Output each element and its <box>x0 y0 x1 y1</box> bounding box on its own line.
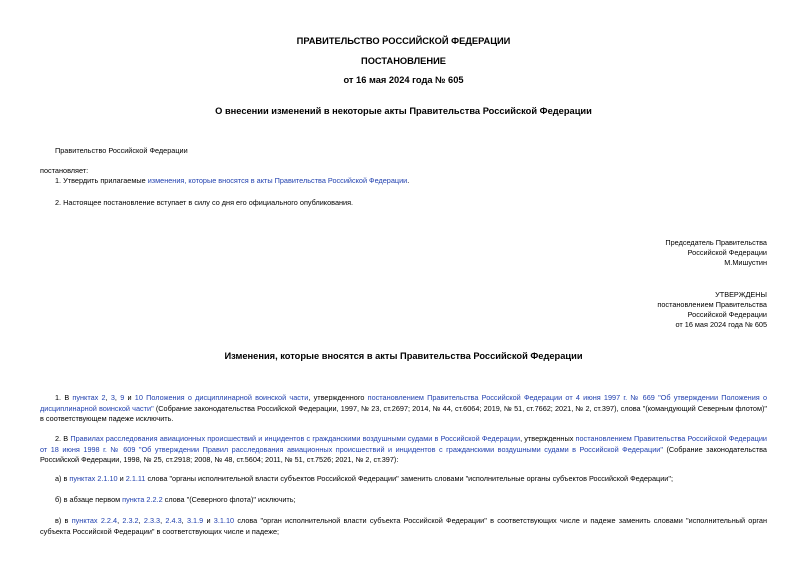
item-text: 1. В <box>55 393 73 402</box>
clause-1 <box>55 176 409 186</box>
link-3-1-9[interactable]: 3.1.9 <box>186 516 204 525</box>
item-text: , <box>181 516 187 525</box>
item-text: , <box>114 393 121 402</box>
government-name: ПРАВИТЕЛЬСТВО РОССИЙСКОЙ ФЕДЕРАЦИИ <box>296 36 511 46</box>
clause-1-text: 1. Утвердить прилагаемые <box>55 176 148 185</box>
link-investigation-rules[interactable]: Правилах расследования авиационных происшествий и инцидентов с гражданскими воздушными судами в Российской Федерации <box>70 434 521 443</box>
link-3-1-10[interactable]: 3.1.10 <box>213 516 235 525</box>
item-text: , <box>160 516 166 525</box>
item-text: в) в <box>55 516 72 525</box>
signature-name: М.Мишустин <box>724 258 767 267</box>
item-text: слова "орган исполнительной власти субъекта Российской Федерации" в соответствующих числе и падеже заменить словами "исполнительный орган субъекта Российской Федерации" в соответствующих числе и падеже; <box>40 516 768 536</box>
link-resolution-609[interactable]: постановлением Правительства Российской Федерации от 18 июня 1998 г. № 609 "Об утверждении Правил расследования авиационных происшествий и инцидентов с гражданскими воздушными судами в Российской Федерации" <box>40 434 767 454</box>
item-text: (Собрание законодательства Российской Федерации, 1997, № 23, ст.2697; 2014, № 44, ст.6064; 2019, № 51, ст.7662; 2021, № 2, ст.397), слова "(командующий Северным флотом)" в соответствующем падеже исключить. <box>40 403 767 423</box>
signature-country: Российской Федерации <box>687 248 767 257</box>
link-item-9[interactable]: 9 <box>120 393 125 402</box>
item-text: слова "(Северного флота)" исключить; <box>162 495 296 504</box>
link-item-10-regulation[interactable]: 10 Положения о дисциплинарной воинской части <box>134 393 309 402</box>
sub-item-c <box>40 516 767 537</box>
decides-text: постановляет: <box>40 166 89 175</box>
item-text: (Собрание законодательства Российской Федерации, 1998, № 25, ст.2918; 2008, № 48, ст.5604; 2011, № 51, ст.7526; 2021, № 2, ст.397): <box>40 444 767 464</box>
link-item-3[interactable]: 3 <box>110 393 115 402</box>
item-text: , <box>138 516 144 525</box>
approval-line-3: Российской Федерации <box>687 310 767 319</box>
document-type: ПОСТАНОВЛЕНИЕ <box>361 56 446 66</box>
item-text: , утвержденных <box>520 434 576 443</box>
approval-line-2: постановлением Правительства <box>657 300 767 309</box>
item-text: слова "органы исполнительной власти субъектов Российской Федерации" заменить словами "исполнительные органы субъектов Российской Федерации"; <box>145 474 673 483</box>
link-2-1-11[interactable]: 2.1.11 <box>125 474 146 483</box>
item-text: 2. В <box>55 434 71 443</box>
item-text: , утвержденного <box>308 393 368 402</box>
document-title: О внесении изменений в некоторые акты Правительства Российской Федерации <box>215 106 592 116</box>
item-text: и <box>117 474 126 483</box>
link-2-1-10[interactable]: пунктах 2.1.10 <box>69 474 118 483</box>
link-2-2-2[interactable]: пункта 2.2.2 <box>122 495 163 504</box>
approval-label: УТВЕРЖДЕНЫ <box>715 290 767 299</box>
changes-link[interactable]: изменения, которые вносятся в акты Правительства Российской Федерации <box>147 176 408 185</box>
change-item-1 <box>40 393 767 425</box>
item-text: а) в <box>55 474 70 483</box>
sub-item-b <box>55 495 296 505</box>
link-2-3-3[interactable]: 2.3.3 <box>143 516 161 525</box>
clause-1-end: . <box>407 176 410 185</box>
document-date: от 16 мая 2024 года № 605 <box>343 75 464 85</box>
item-text: , <box>117 516 123 525</box>
item-text: и <box>124 393 135 402</box>
link-2-3-2[interactable]: 2.3.2 <box>122 516 139 525</box>
link-2-4-3[interactable]: 2.4.3 <box>165 516 182 525</box>
intro-text: Правительство Российской Федерации <box>55 146 188 155</box>
approval-date: от 16 мая 2024 года № 605 <box>675 320 767 329</box>
link-item-2[interactable]: пунктах 2 <box>72 393 106 402</box>
item-text: б) в абзаце первом <box>55 495 123 504</box>
changes-title: Изменения, которые вносятся в акты Правительства Российской Федерации <box>224 351 583 361</box>
clause-2: 2. Настоящее постановление вступает в силу со дня его официального опубликования. <box>55 198 354 207</box>
signature-position: Председатель Правительства <box>665 238 767 247</box>
item-text: и <box>203 516 214 525</box>
change-item-2 <box>40 434 767 466</box>
sub-item-a <box>55 474 673 484</box>
link-2-2-4[interactable]: пунктах 2.2.4 <box>71 516 118 525</box>
link-resolution-669[interactable]: постановлением Правительства Российской Федерации от 4 июня 1997 г. № 669 "Об утверждении Положения о дисциплинарной воинской части" <box>40 393 768 413</box>
item-text: , <box>105 393 111 402</box>
